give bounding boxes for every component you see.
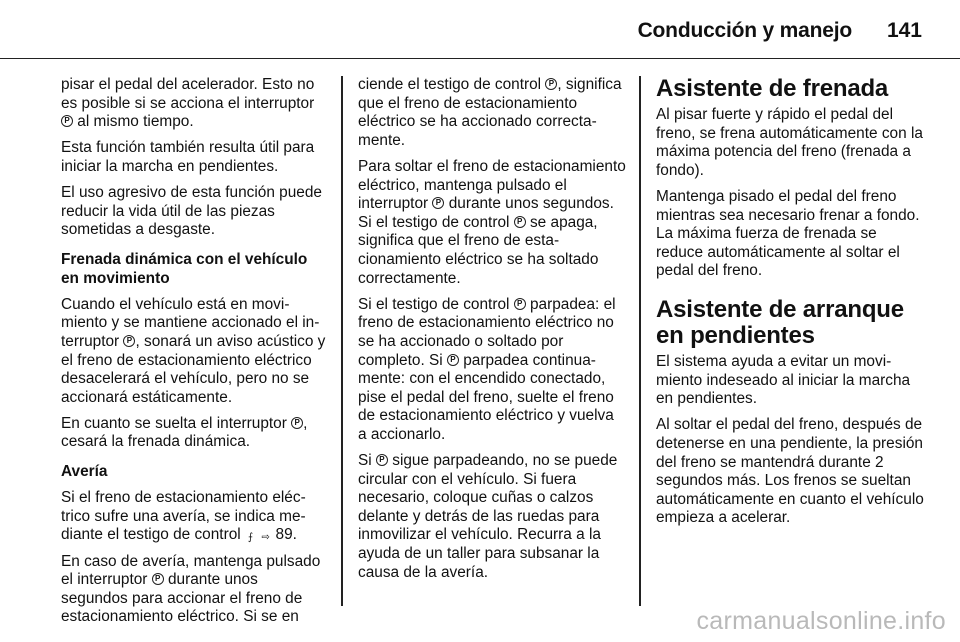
paragraph: Al soltar el pedal del freno, después de detenerse en una pendiente, la presión del freno se mantendrá durante 2 segundos más. Los frenos se sueltan automáticamente en cuanto el vehículo empieza a acelerar. xyxy=(656,416,924,527)
paragraph: Cuando el vehículo está en movimiento y se mantiene accionado el interruptor P, sonará un aviso acústico y el freno de estacionamiento eléctrico desacelerará el vehículo, pero no se accionará estáticamente. xyxy=(61,296,327,408)
paragraph: Para soltar el freno de estacionamiento eléctrico, mantenga pulsado el interruptor P durante unos segundos. Si el testigo de control P se apaga, significa que el freno de estacionamiento eléctrico se ha soltado correctamente. xyxy=(358,158,626,288)
parking-brake-switch-icon xyxy=(514,216,526,228)
column-divider xyxy=(341,76,343,606)
paragraph: pisar el pedal del acelerador. Esto no es posible si se acciona el interruptor P al mismo tiempo. xyxy=(61,76,327,132)
column-right xyxy=(656,76,924,535)
paragraph: Si P sigue parpadeando, no se puede circular con el vehículo. Si fuera necesario, coloque cuñas o calzos delante y detrás de las ruedas para inmovilizar el vehículo. Recurra a la ayuda de un taller para subsanar la causa de la avería. xyxy=(358,452,626,582)
subheading: Avería xyxy=(61,463,108,481)
section-heading: Asistente de frenada xyxy=(656,75,889,102)
parking-brake-switch-icon xyxy=(291,417,303,429)
paragraph: Esta función también resulta útil para iniciar la marcha en pendientes. xyxy=(61,139,315,175)
paragraph: Si el freno de estacionamiento eléctrico sufre una avería, se indica mediante el testigo de control ⨍ ⇨ 89. xyxy=(61,489,306,544)
paragraph: ciende el testigo de control P, significa que el freno de estacionamiento eléctrico se ha accionado correctamente. xyxy=(358,76,626,150)
paragraph: En caso de avería, mantenga pulsado el interruptor P durante unos segundos para accionar el freno de estacionamiento eléctrico. Si se en xyxy=(61,553,327,627)
parking-brake-switch-icon xyxy=(152,573,164,585)
service-lamp-icon: ⨍ xyxy=(247,532,254,544)
section-title: Conducción y manejo xyxy=(637,19,852,42)
paragraph: Al pisar fuerte y rápido el pedal del freno, se frena automáticamente con la máxima potencia del freno (frenada a fondo). xyxy=(656,106,923,179)
paragraph: El uso agresivo de esta función puede reducir la vida útil de las piezas sometidas a desgaste. xyxy=(61,184,322,239)
subheading: Frenada dinámica con el vehículo en movimiento xyxy=(61,250,308,287)
column-divider xyxy=(639,76,641,606)
parking-brake-switch-icon xyxy=(545,78,557,90)
column-middle xyxy=(358,76,626,590)
parking-brake-switch-icon xyxy=(123,335,135,347)
parking-brake-switch-icon xyxy=(376,454,388,466)
parking-brake-switch-icon xyxy=(432,197,444,209)
page-header xyxy=(0,0,960,59)
parking-brake-switch-icon xyxy=(514,298,526,310)
page-number: 141 xyxy=(886,19,922,42)
column-left xyxy=(61,76,327,635)
section-heading: Asistente de arranque en pendientes xyxy=(656,295,904,349)
parking-brake-switch-icon xyxy=(447,354,459,366)
page-reference-arrow-icon: ⇨ xyxy=(261,532,270,544)
watermark: carmanualsonline.info xyxy=(696,607,946,635)
parking-brake-switch-icon xyxy=(61,115,73,127)
paragraph: Si el testigo de control P parpadea: el freno de estacionamiento eléctrico no se ha accionado o soltado por completo. Si P parpadea continuamente: con el encendido conectado, pise el pedal del freno, suelte el freno de estacionamiento eléctrico y vuelva a accionarlo. xyxy=(358,296,626,445)
paragraph: El sistema ayuda a evitar un movimiento indeseado al iniciar la marcha en pendientes. xyxy=(656,352,911,408)
paragraph: Mantenga pisado el pedal del freno mientras sea necesario frenar a fondo. La máxima fuerza de frenada se reduce automáticamente al soltar el pedal del freno. xyxy=(656,187,920,280)
paragraph: En cuanto se suelta el interruptor P, cesará la frenada dinámica. xyxy=(61,415,327,452)
